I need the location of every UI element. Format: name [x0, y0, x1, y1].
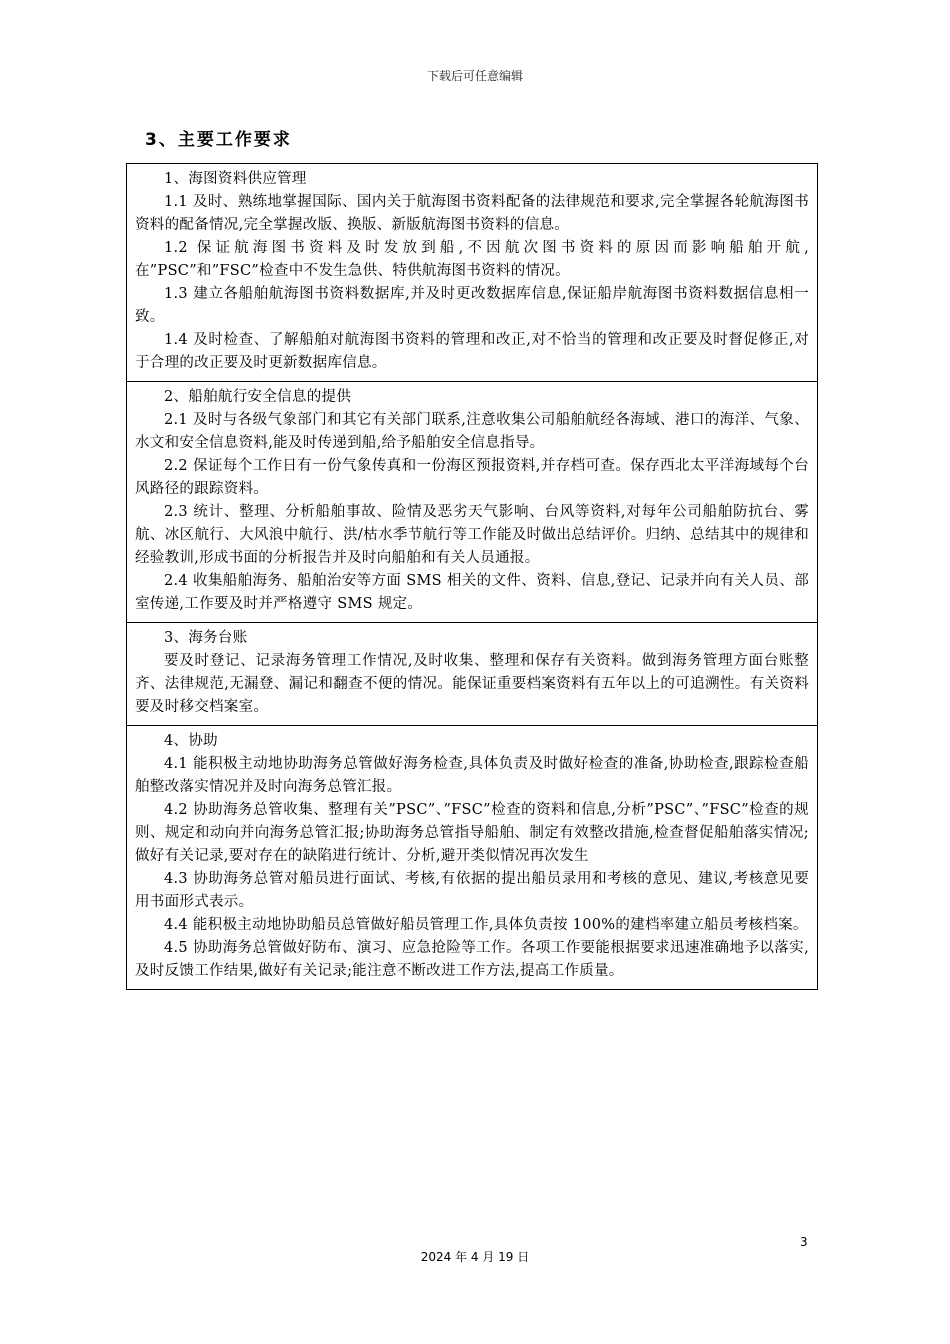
requirement-item: 4.4 能积极主动地协助船员总管做好船员管理工作,具体负责按 100%的建档率建立船员考核档案。 — [164, 917, 808, 933]
section-safety-info — [127, 381, 817, 622]
section-heading: 1、海图资料供应管理 — [164, 171, 307, 187]
section-heading: 4、协助 — [164, 733, 218, 749]
requirement-item: 2.3 统计、整理、分析船舶事故、险情及恶劣天气影响、台风等资料,对每年公司船舶防抗台、雾航、冰区航行、大风浪中航行、洪/枯水季节航行等工作能及时做出总结评价。归纳、总结其中的规律和经验教训,形成书面的分析报告并及时向船舶和有关人员通报。 — [135, 504, 809, 566]
section-marine-ledger — [127, 622, 817, 725]
requirement-item: 2.1 及时与各级气象部门和其它有关部门联系,注意收集公司船舶航经各海域、港口的海洋、气象、水文和安全信息资料,能及时传递到船,给予船舶安全信息指导。 — [135, 412, 809, 451]
section-title: 3、主要工作要求 — [145, 130, 292, 150]
requirements-table — [126, 163, 818, 990]
requirement-item: 要及时登记、记录海务管理工作情况,及时收集、整理和保存有关资料。做到海务管理方面台账整齐、法律规范,无漏登、漏记和翻查不便的情况。能保证重要档案资料有五年以上的可追溯性。有关资料要及时移交档案室。 — [135, 653, 809, 715]
requirement-item: 1.1 及时、熟练地掌握国际、国内关于航海图书资料配备的法律规范和要求,完全掌握各轮航海图书资料的配备情况,完全掌握改版、换版、新版航海图书资料的信息。 — [135, 194, 809, 233]
requirement-item: 4.2 协助海务总管收集、整理有关”PSC”、”FSC”检查的资料和信息,分析”PSC”、”FSC”检查的规则、规定和动向并向海务总管汇报;协助海务总管指导船舶、制定有效整改措施,检查督促船舶落实情况;做好有关记录,要对存在的缺陷进行统计、分析,避开类似情况再次发生 — [135, 802, 809, 864]
requirement-item: 1.3 建立各船舶航海图书资料数据库,并及时更改数据库信息,保证船岸航海图书资料数据信息相一致。 — [135, 286, 809, 325]
requirement-item: 4.3 协助海务总管对船员进行面试、考核,有依据的提出船员录用和考核的意见、建议,考核意见要用书面形式表示。 — [135, 871, 809, 910]
section-heading: 3、海务台账 — [164, 630, 248, 646]
section-assistance — [127, 725, 817, 989]
header-note: 下载后可任意编辑 — [426, 69, 523, 83]
requirement-item: 1.2 保证航海图书资料及时发放到船,不因航次图书资料的原因而影响船舶开航,在”PSC”和”FSC”检查中不发生急供、特供航海图书资料的情况。 — [135, 240, 809, 279]
section-heading: 2、船舶航行安全信息的提供 — [164, 389, 352, 405]
section-chart-supply — [127, 164, 817, 381]
requirement-item: 1.4 及时检查、了解船舶对航海图书资料的管理和改正,对不恰当的管理和改正要及时督促修正,对于合理的改正要及时更新数据库信息。 — [135, 332, 809, 371]
footer-date: 2024 年 4 月 19 日 — [420, 1250, 530, 1264]
page-number: 3 — [800, 1235, 808, 1249]
requirement-item: 2.2 保证每个工作日有一份气象传真和一份海区预报资料,并存档可查。保存西北太平洋海域每个台风路径的跟踪资料。 — [135, 458, 809, 497]
requirement-item: 4.5 协助海务总管做好防布、演习、应急抢险等工作。各项工作要能根据要求迅速准确地予以落实,及时反馈工作结果,做好有关记录;能注意不断改进工作方法,提高工作质量。 — [135, 940, 809, 979]
requirement-item: 4.1 能积极主动地协助海务总管做好海务检查,具体负责及时做好检查的准备,协助检查,跟踪检查船舶整改落实情况并及时向海务总管汇报。 — [135, 756, 809, 795]
requirement-item: 2.4 收集船舶海务、船舶治安等方面 SMS 相关的文件、资料、信息,登记、记录并向有关人员、部室传递,工作要及时并严格遵守 SMS 规定。 — [135, 573, 809, 612]
